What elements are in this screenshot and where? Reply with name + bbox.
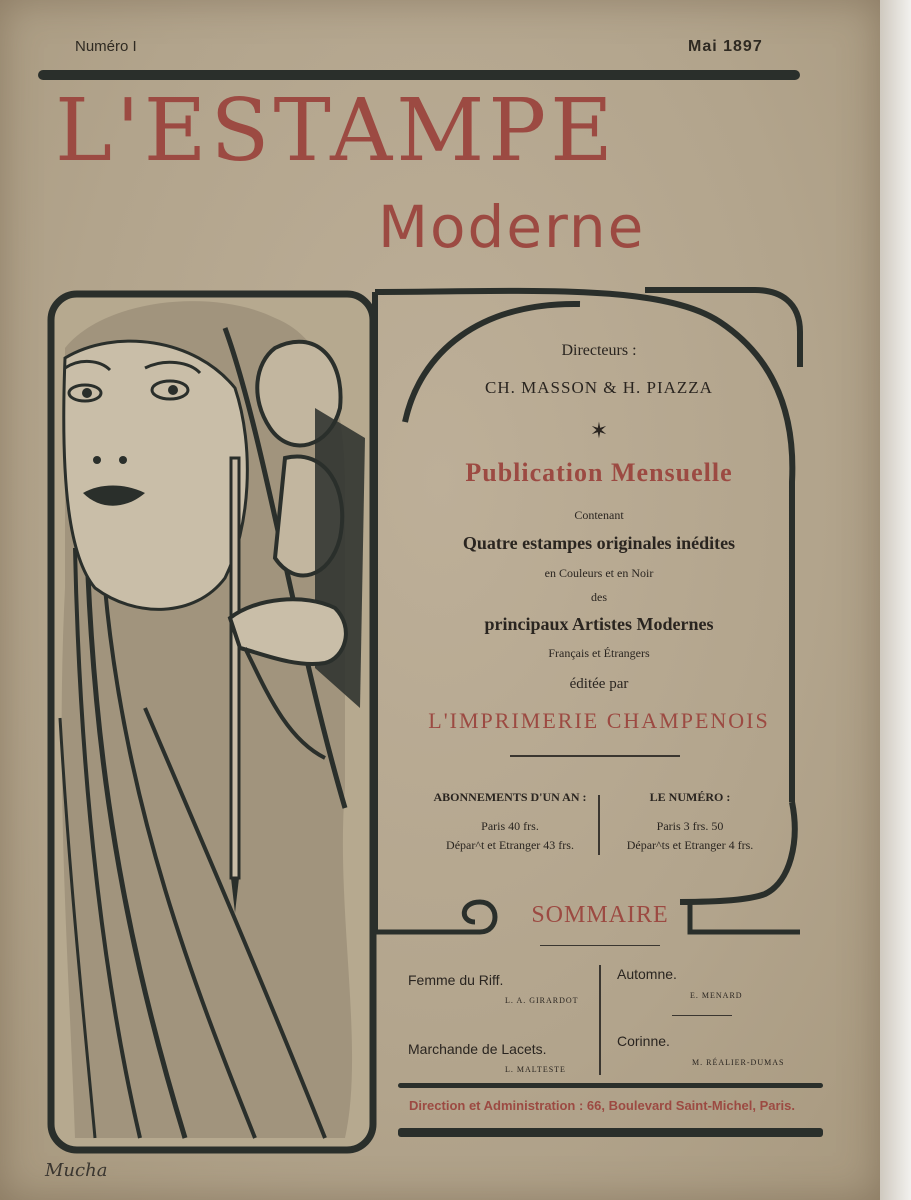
single-heading: LE NUMÉRO : — [649, 790, 731, 804]
single-issue-box — [610, 790, 770, 853]
publication-title: Publication Mensuelle — [465, 458, 733, 487]
masthead-subtitle: Moderne — [378, 193, 646, 261]
page-edge — [880, 0, 911, 1200]
sommaire-item-author: L. A. GIRARDOT — [505, 996, 579, 1005]
footer-top-rule — [398, 1083, 823, 1088]
single-abroad: Dépar^ts et Etranger 4 frs. — [626, 838, 754, 852]
directors-label: Directeurs : — [561, 342, 637, 359]
sommaire-rule — [672, 1015, 732, 1016]
footer-address: Direction et Administration : 66, Boulevard Saint-Michel, Paris. — [409, 1098, 795, 1113]
publication-line2: en Couleurs et en Noir — [544, 566, 654, 580]
single-paris: Paris 3 frs. 50 — [656, 819, 724, 833]
sommaire-item-author: E. MENARD — [690, 991, 743, 1000]
star-ornament: ✶ — [589, 418, 609, 443]
top-rule — [38, 70, 800, 80]
sommaire-item-author: L. MALTESTE — [505, 1065, 566, 1074]
subscription-heading: ABONNEMENTS D'UN AN : — [433, 790, 587, 804]
artist-signature: Mucha — [45, 1160, 108, 1181]
footer-bottom-rule — [398, 1128, 823, 1137]
issue-date: Mai 1897 — [688, 38, 763, 55]
publication-line5: Français et Étrangers — [548, 646, 650, 660]
subscription-box — [420, 790, 600, 853]
issue-number: Numéro I — [75, 38, 137, 55]
sommaire-underline — [540, 945, 660, 946]
sommaire-heading: SOMMAIRE — [531, 902, 669, 928]
directors-names: CH. MASSON & H. PIAZZA — [485, 378, 713, 397]
subscription-paris: Paris 40 frs. — [481, 819, 539, 833]
subscription-abroad: Dépar^t et Etranger 43 frs. — [446, 838, 574, 852]
sommaire-item-title: Automne. — [617, 966, 677, 982]
sommaire-item-title: Marchande de Lacets. — [408, 1041, 547, 1057]
sommaire-item-title: Corinne. — [617, 1033, 670, 1049]
publication-edited-by: éditée par — [569, 676, 629, 692]
printer-name: L'IMPRIMERIE CHAMPENOIS — [428, 708, 770, 733]
woman-illustration — [45, 288, 380, 1156]
publication-line4: principaux Artistes Modernes — [484, 614, 714, 634]
sommaire-item-title: Femme du Riff. — [408, 972, 504, 988]
divider — [510, 755, 680, 757]
publication-containing: Contenant — [574, 508, 624, 522]
masthead-title: L'ESTAMPE — [55, 81, 617, 181]
pricing-divider — [598, 795, 600, 855]
sommaire-divider — [599, 965, 601, 1075]
publication-line1: Quatre estampes originales inédites — [462, 533, 736, 553]
sommaire-item-author: M. RÉALIER-DUMAS — [692, 1058, 785, 1067]
publication-line3: des — [591, 590, 607, 604]
